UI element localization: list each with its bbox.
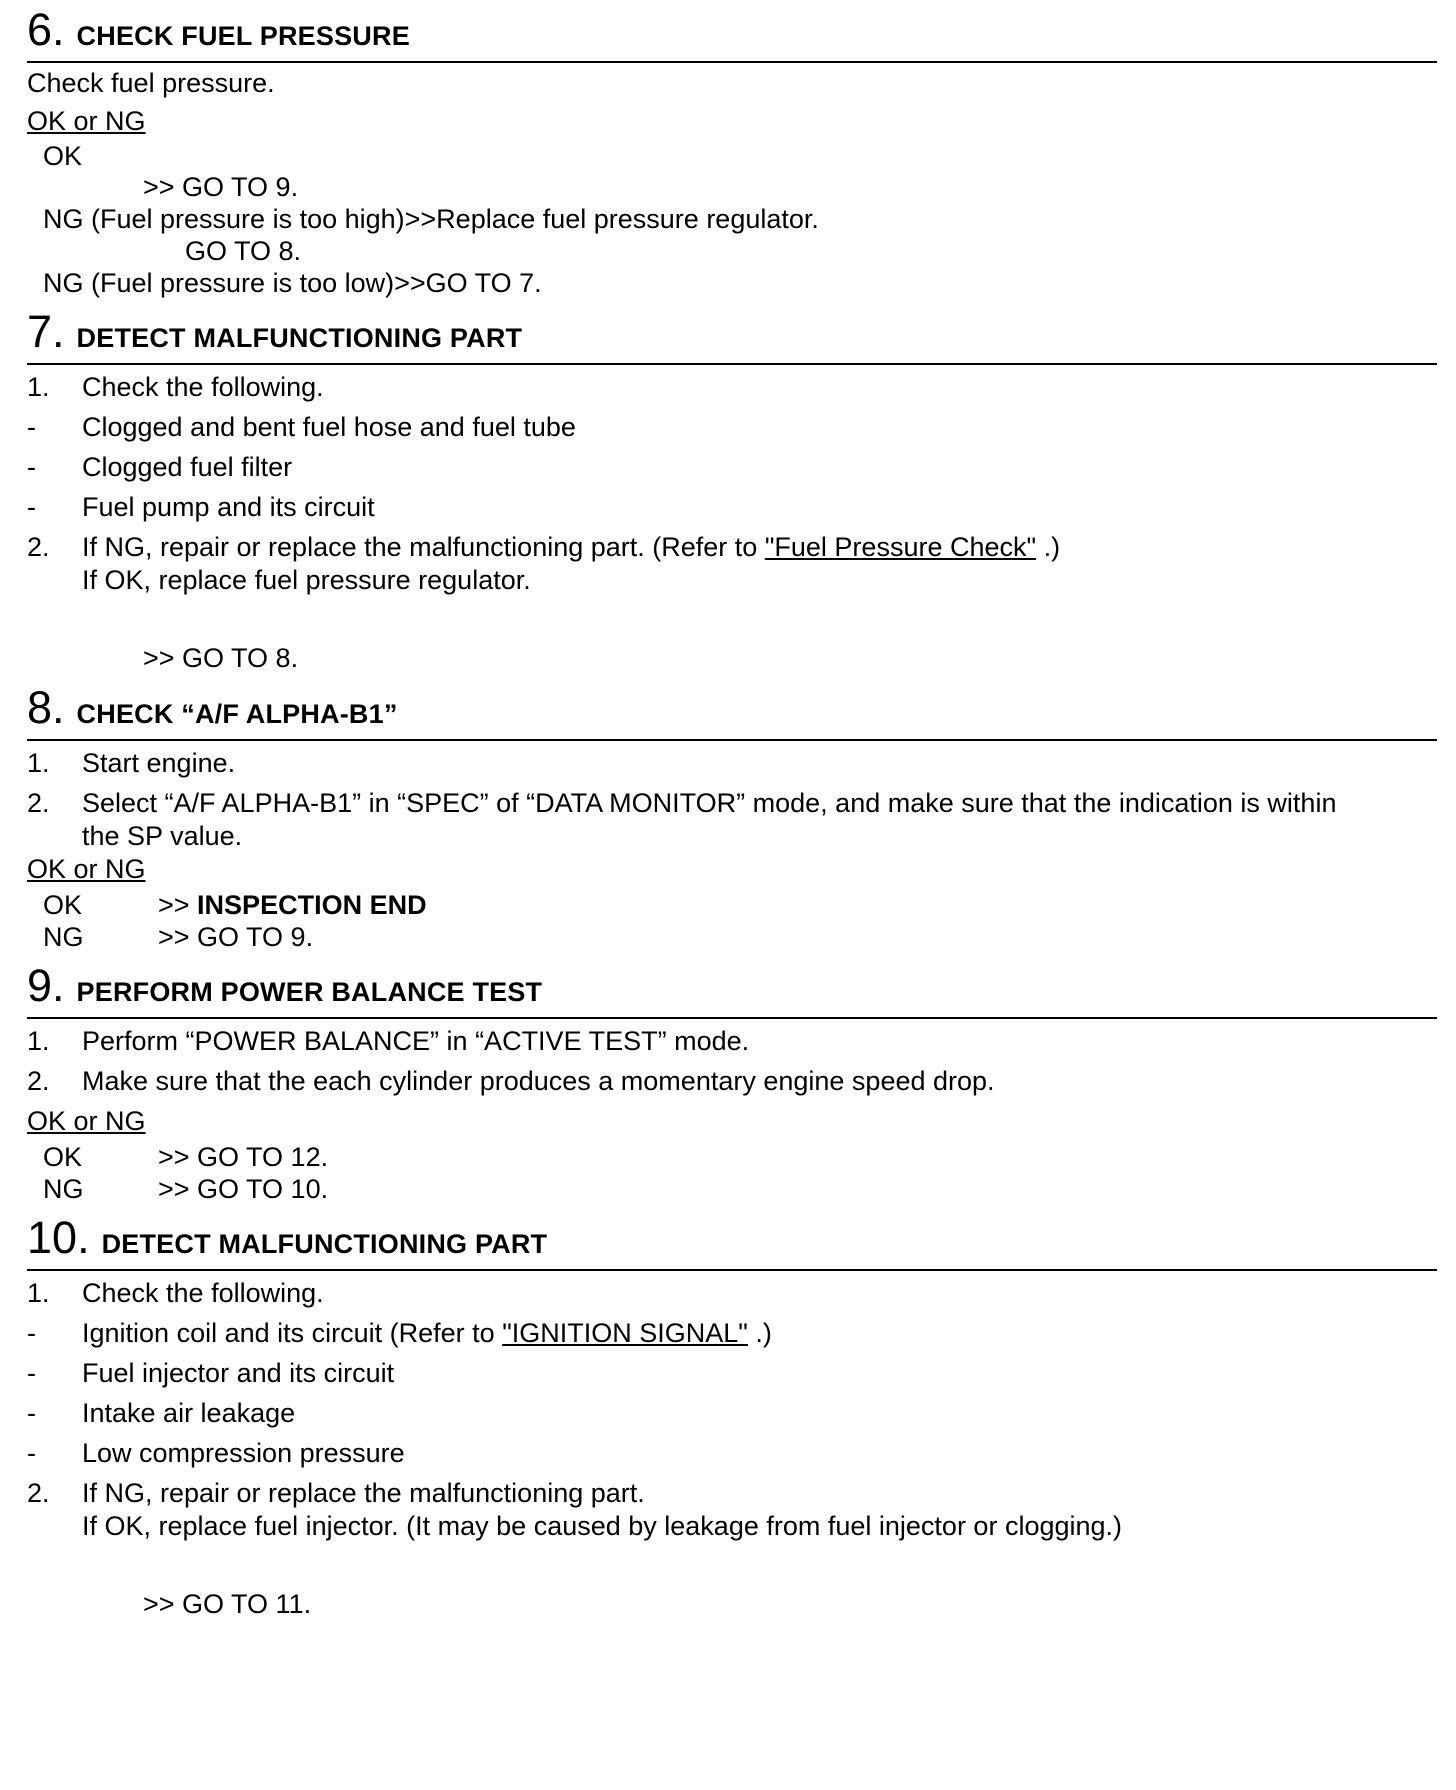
result-label: OK — [43, 1142, 83, 1172]
ok-or-ng-label: OK or NG — [27, 1106, 146, 1136]
ignition-signal-link[interactable]: "IGNITION SIGNAL" — [502, 1318, 748, 1348]
list-subitem: - Intake air leakage — [27, 1398, 296, 1428]
list-item: 1. Start engine. — [27, 748, 236, 778]
section-number: 7 — [27, 306, 53, 357]
section-number: 9 — [27, 960, 53, 1011]
ok-or-ng-label: OK or NG — [27, 106, 146, 136]
fuel-pressure-check-link[interactable]: "Fuel Pressure Check" — [764, 532, 1037, 562]
section-9 — [27, 961, 1437, 1205]
result-ng: NG >> GO TO 10. — [27, 1173, 1437, 1205]
result-ng: NG >> GO TO 9. — [27, 921, 1437, 953]
manual-page — [27, 0, 1437, 1621]
section-title: DETECT MALFUNCTIONING PART — [76, 323, 523, 353]
result-ng-high-goto: GO TO 8. — [185, 236, 302, 266]
list-subitem: - Low compression pressure — [27, 1438, 405, 1468]
section-7-header: 7 . DETECT MALFUNCTIONING PART — [27, 307, 1437, 365]
list-item: 1. Perform “POWER BALANCE” in “ACTIVE TEST” mode. — [27, 1026, 750, 1056]
ok-or-ng-label: OK or NG — [27, 854, 146, 884]
section-7 — [27, 307, 1437, 675]
result-ng-low: NG (Fuel pressure is too low)>>GO TO 7. — [43, 268, 542, 298]
section-6 — [27, 5, 1437, 299]
list-item: 1. Check the following. — [27, 1278, 324, 1308]
list-item: 2. If NG, repair or replace the malfunctioning part. — [27, 1478, 645, 1508]
list-subitem: - Clogged and bent fuel hose and fuel tube — [27, 412, 576, 442]
result-label: OK — [43, 141, 83, 171]
list-item: 2. Select “A/F ALPHA-B1” in “SPEC” of “DATA MONITOR” mode, and make sure that the indication is within — [27, 788, 1337, 818]
list-subitem: - Fuel pump and its circuit — [27, 492, 375, 522]
section-9-header: 9 . PERFORM POWER BALANCE TEST — [27, 961, 1437, 1019]
list-subitem: - Fuel injector and its circuit — [27, 1358, 395, 1388]
result-label: NG — [43, 922, 84, 952]
inspection-end: INSPECTION END — [197, 890, 427, 920]
result-ng-high: NG (Fuel pressure is too high)>>Replace fuel pressure regulator. — [43, 204, 819, 234]
section-title: PERFORM POWER BALANCE TEST — [76, 977, 543, 1007]
result-label: NG — [43, 1174, 84, 1204]
section-title: CHECK “A/F ALPHA-B1” — [76, 699, 398, 729]
section-10-header: 10 . DETECT MALFUNCTIONING PART — [27, 1213, 1437, 1271]
section-6-header: 6 . CHECK FUEL PRESSURE — [27, 5, 1437, 63]
section-8-header: 8 . CHECK “A/F ALPHA-B1” — [27, 683, 1437, 741]
result-ok: OK >> INSPECTION END — [27, 889, 1437, 921]
section-number: 6 — [27, 4, 53, 55]
goto-action: >> GO TO 8. — [143, 643, 299, 673]
list-item: 2. If NG, repair or replace the malfunctioning part. (Refer to "Fuel Pressure Check" .) — [27, 532, 1061, 562]
section-title: DETECT MALFUNCTIONING PART — [101, 1229, 548, 1259]
list-item: 1. Check the following. — [27, 372, 324, 402]
section-number: 8 — [27, 682, 53, 733]
list-item-continuation: If OK, replace fuel injector. (It may be caused by leakage from fuel injector or clogging.) — [82, 1511, 1123, 1541]
section-number: 10 — [27, 1212, 78, 1263]
instruction-text: Check fuel pressure. — [27, 68, 275, 98]
result-ok: OK >> GO TO 12. — [27, 1141, 1437, 1173]
result-label: OK — [43, 890, 83, 920]
result-ok-action: >> GO TO 9. — [143, 172, 299, 202]
list-subitem: - Clogged fuel filter — [27, 452, 293, 482]
goto-action: >> GO TO 11. — [143, 1589, 312, 1619]
list-subitem: - Ignition coil and its circuit (Refer to "IGNITION SIGNAL" .) — [27, 1318, 772, 1348]
result-ok — [27, 141, 1437, 171]
list-item-continuation: If OK, replace fuel pressure regulator. — [82, 565, 531, 595]
section-8 — [27, 683, 1437, 953]
list-item-continuation: the SP value. — [82, 821, 243, 851]
section-10 — [27, 1213, 1437, 1621]
list-item: 2. Make sure that the each cylinder produces a momentary engine speed drop. — [27, 1066, 995, 1096]
section-title: CHECK FUEL PRESSURE — [76, 21, 410, 51]
